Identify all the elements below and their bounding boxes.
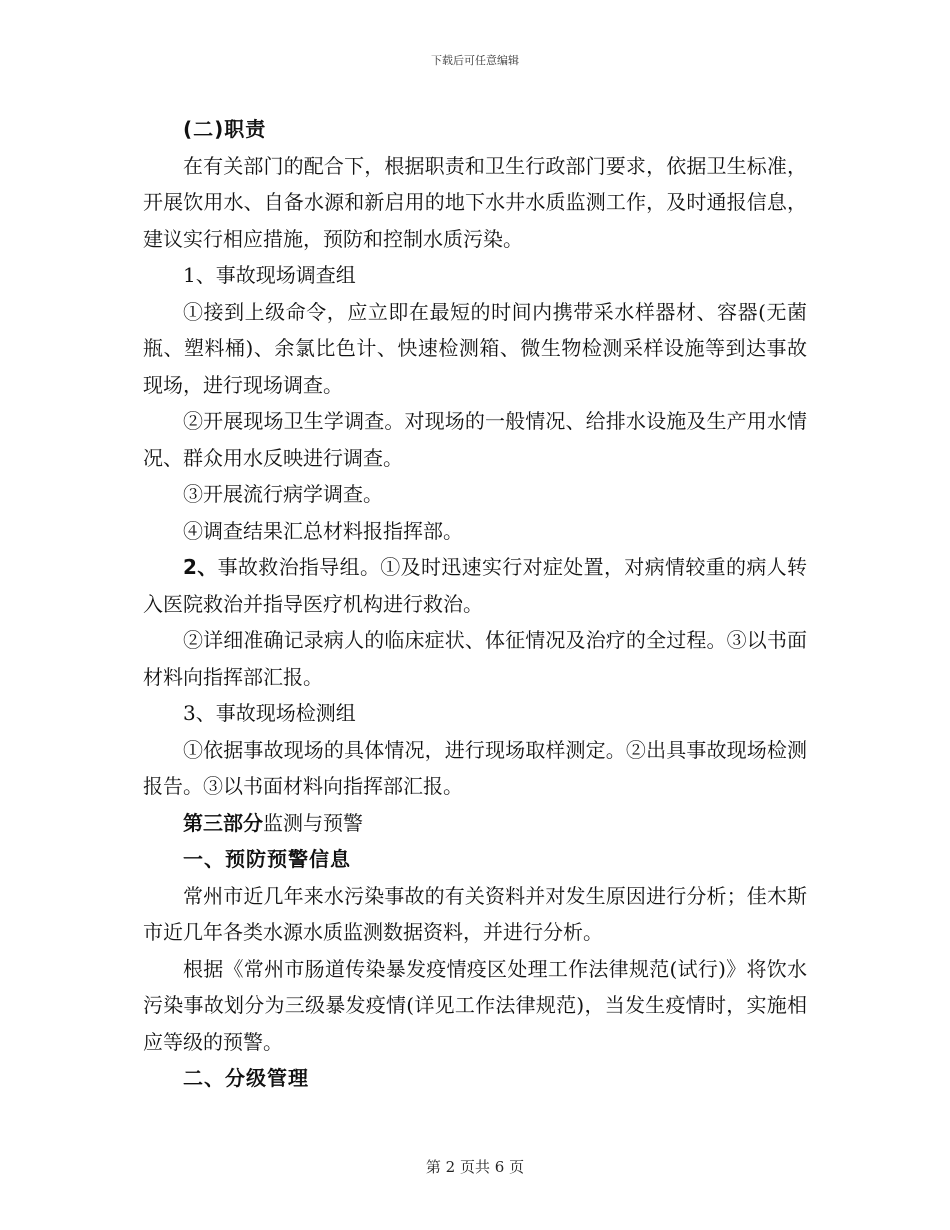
page-number-footer: 第 2 页共 6 页 xyxy=(425,1158,525,1176)
section-heading-graded-management: 二、分级管理 xyxy=(183,1066,309,1090)
treatment-group-text: 事故救治指导组。①及时迅速实行对症处置，对病情较重的病人转入医院救治并指导医疗机构进行救治。 xyxy=(143,555,807,616)
paragraph-field-testing-steps: ①依据事故现场的具体情况，进行现场取样测定。②出具事故现场检测报告。③以书面材料向指挥部汇报。 xyxy=(143,737,807,798)
section-heading-prevention-warning: 一、预防预警信息 xyxy=(183,847,351,871)
paragraph-duties-description: 在有关部门的配合下，根据职责和卫生行政部门要求，依据卫生标准，开展饮用水、自备水源和新启用的地下水井水质监测工作，及时通报信息，建议实行相应措施，预防和控制水质污染。 xyxy=(143,153,807,251)
paragraph-investigation-step-3: ③开展流行病学调查。 xyxy=(183,482,383,506)
part-three-label: 第三部分 xyxy=(183,810,263,835)
paragraph-warning-data-analysis: 常州市近几年来水污染事故的有关资料并对发生原因进行分析；佳木斯市近几年各类水源水质监测数据资料，并进行分析。 xyxy=(143,883,807,944)
part-three-heading xyxy=(143,805,807,842)
page-header-note: 下载后可任意编辑 xyxy=(431,54,519,67)
subheading-field-testing-group: 3、事故现场检测组 xyxy=(183,701,356,725)
paragraph-treatment-guidance-group xyxy=(143,549,807,622)
paragraph-investigation-step-2: ②开展现场卫生学调查。对现场的一般情况、给排水设施及生产用水情况、群众用水反映进行调查。 xyxy=(143,409,807,470)
treatment-group-number: 2、 xyxy=(183,555,218,579)
subheading-field-investigation-group: 1、事故现场调查组 xyxy=(183,263,356,287)
paragraph-treatment-records: ②详细准确记录病人的临床症状、体征情况及治疗的全过程。③以书面材料向指挥部汇报。 xyxy=(143,628,807,689)
paragraph-investigation-step-4: ④调查结果汇总材料报指挥部。 xyxy=(183,518,463,543)
part-three-title: 监测与预警 xyxy=(263,810,363,835)
document-body xyxy=(143,111,807,1097)
paragraph-investigation-step-1: ①接到上级命令，应立即在最短的时间内携带采水样器材、容器(无菌瓶、塑料桶)、余氯比色计、快速检测箱、微生物检测采样设施等到达事故现场，进行现场调查。 xyxy=(143,299,807,397)
paragraph-warning-levels: 根据《常州市肠道传染暴发疫情疫区处理工作法律规范(试行)》将饮水污染事故划分为三级暴发疫情(详见工作法律规范)，当发生疫情时，实施相应等级的预警。 xyxy=(143,956,807,1054)
section-heading-duties: (二)职责 xyxy=(183,117,267,141)
